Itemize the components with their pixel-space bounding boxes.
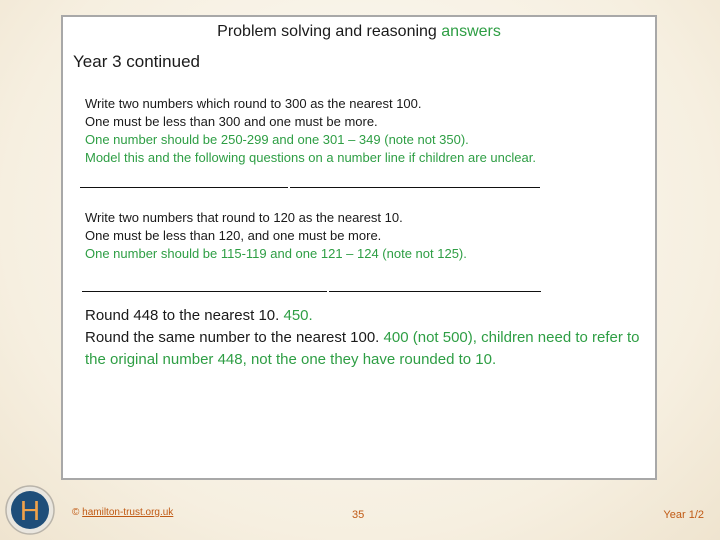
- title-main: Problem solving and reasoning: [217, 23, 437, 40]
- question-3-answer-1: 450.: [283, 307, 313, 324]
- page-number: 35: [352, 509, 365, 521]
- question-3: [85, 305, 655, 371]
- question-3-line-2: [85, 327, 655, 371]
- footer-website-link[interactable]: hamilton-trust.org.uk: [82, 507, 174, 518]
- logo-letter: H: [19, 495, 41, 526]
- question-2-answer-line: One number should be 115-119 and one 121 – 124 (note not 125).: [85, 246, 467, 261]
- answer-line-1a: [80, 187, 288, 188]
- copyright-symbol: ©: [72, 507, 80, 518]
- page-subtitle: Year 3 continued: [73, 52, 200, 71]
- page-title: [63, 22, 655, 42]
- question-1-answer-line: One number should be 250-299 and one 301 – 349 (note not 350).: [85, 132, 469, 147]
- question-1-line: One must be less than 300 and one must be more.: [85, 114, 378, 129]
- question-1: [85, 95, 536, 167]
- question-2-line: Write two numbers that round to 120 as the nearest 10.: [85, 210, 403, 225]
- year-page-label: Year 1/2: [663, 509, 704, 521]
- content-panel: [61, 15, 657, 480]
- question-2-line: One must be less than 120, and one must be more.: [85, 228, 382, 243]
- hamilton-logo-icon: [4, 482, 56, 538]
- footer-copyright: [72, 507, 173, 518]
- question-2: [85, 209, 467, 263]
- question-3-line-1: [85, 305, 655, 327]
- question-1-line: Write two numbers which round to 300 as the nearest 100.: [85, 96, 422, 111]
- title-highlight: answers: [441, 23, 501, 40]
- question-3-prompt-1: Round 448 to the nearest 10.: [85, 307, 280, 324]
- question-1-answer-line: Model this and the following questions on a number line if children are unclear.: [85, 150, 536, 165]
- answer-line-2a: [82, 291, 327, 292]
- question-3-prompt-2: Round the same number to the nearest 100.: [85, 329, 380, 346]
- question-3-answer-2: 400 (not 500), children need to refer to the original number 448, not the one they have rounded to 10.: [85, 329, 640, 368]
- answer-line-1b: [290, 187, 540, 188]
- answer-line-2b: [329, 291, 541, 292]
